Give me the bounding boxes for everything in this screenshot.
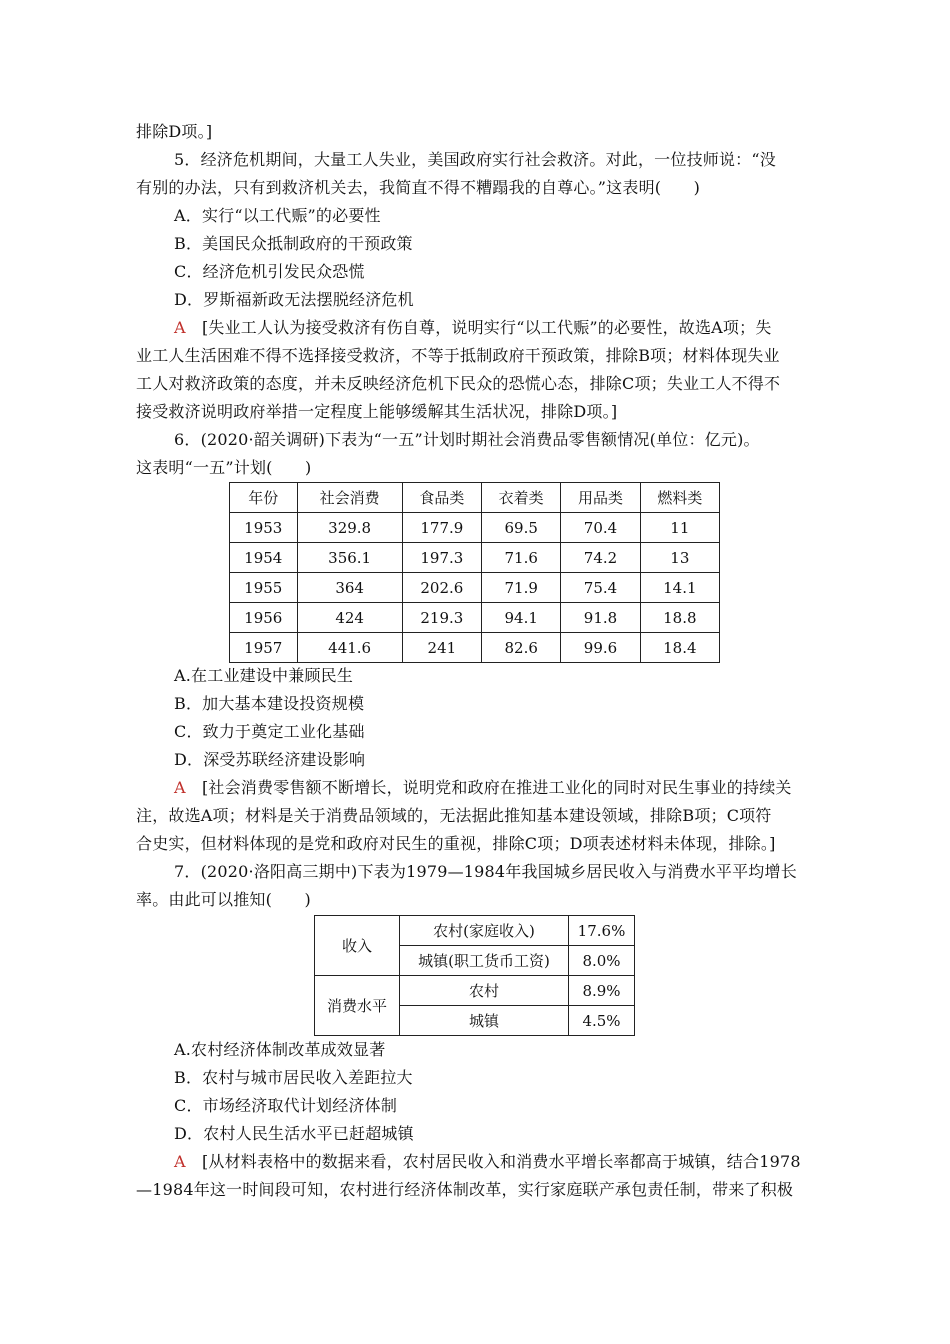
table-group-label: 消费水平 (315, 976, 400, 1036)
table-cell: 11 (640, 513, 719, 543)
explanation-line: —1984年这一时间段可知，农村进行经济体制改革，实行家庭联产承包责任制，带来了积极 (136, 1180, 794, 1199)
table-header-row (230, 483, 720, 513)
table-cell: 177.9 (402, 513, 481, 543)
question-6-stem: 6．(2020·韶关调研)下表为“一五”计划时期社会消费品零售额情况(单位：亿元)。 (174, 430, 760, 449)
question-7-stem: 7．(2020·洛阳高三期中)下表为1979—1984年我国城乡居民收入与消费水平平均增长 (174, 862, 797, 881)
option-b: B．美国民众抵制政府的干预政策 (174, 234, 413, 253)
option-a: A．实行“以工代赈”的必要性 (174, 206, 381, 225)
table-cell: 城镇(职工货币工资) (400, 946, 569, 976)
table-cell: 1956 (230, 603, 298, 633)
table-cell: 13 (640, 543, 719, 573)
table-cell: 1953 (230, 513, 298, 543)
table-cell: 91.8 (561, 603, 640, 633)
table-cell: 94.1 (482, 603, 561, 633)
table-row (230, 573, 720, 603)
option-d: D．农村人民生活水平已赶超城镇 (174, 1124, 414, 1143)
table-cell: 356.1 (297, 543, 402, 573)
explanation-line: 注，故选A项；材料是关于消费品领域的，无法据此推知基本建设领域，排除B项；C项符 (136, 806, 772, 825)
table-cell: 69.5 (482, 513, 561, 543)
table-header: 食品类 (402, 483, 481, 513)
table-row (230, 513, 720, 543)
option-d: D．深受苏联经济建设影响 (174, 750, 366, 769)
table-cell: 8.0% (569, 946, 635, 976)
table-cell: 99.6 (561, 633, 640, 663)
table-header: 燃料类 (640, 483, 719, 513)
explanation-line: 合史实，但材料体现的是党和政府对民生的重视，排除C项；D项表述材料未体现，排除。] (136, 834, 776, 853)
table-row (230, 603, 720, 633)
table-cell: 8.9% (569, 976, 635, 1006)
table-header: 年份 (230, 483, 298, 513)
option-a: A.在工业建设中兼顾民生 (174, 666, 354, 685)
question-6-stem-cont: 这表明“一五”计划( ) (136, 458, 312, 477)
table-row (230, 633, 720, 663)
table-cell: 18.8 (640, 603, 719, 633)
table-cell: 1955 (230, 573, 298, 603)
answer-letter: A (174, 1152, 186, 1171)
option-a: A.农村经济体制改革成效显著 (174, 1040, 386, 1059)
explanation-line: 接受救济说明政府举措一定程度上能够缓解其生活状况，排除D项。] (136, 402, 618, 421)
table-cell: 71.6 (482, 543, 561, 573)
explanation-line: 业工人生活困难不得不选择接受救济，不等于抵制政府干预政策，排除B项；材料体现失业 (136, 346, 780, 365)
table-cell: 农村(家庭收入) (400, 916, 569, 946)
table-header: 衣着类 (482, 483, 561, 513)
table-cell: 424 (297, 603, 402, 633)
table-cell: 17.6% (569, 916, 635, 946)
table-cell: 14.1 (640, 573, 719, 603)
option-b: B．加大基本建设投资规模 (174, 694, 365, 713)
option-d: D．罗斯福新政无法摆脱经济危机 (174, 290, 414, 309)
table-cell: 241 (402, 633, 481, 663)
option-c: C．市场经济取代计划经济体制 (174, 1096, 398, 1115)
table-cell: 364 (297, 573, 402, 603)
table-header: 用品类 (561, 483, 640, 513)
table-cell: 219.3 (402, 603, 481, 633)
answer-explanation: A [社会消费零售额不断增长，说明党和政府在推进工业化的同时对民生事业的持续关 (174, 778, 792, 797)
answer-explanation: A [从材料表格中的数据来看，农村居民收入和消费水平增长率都高于城镇，结合1978 (174, 1152, 801, 1171)
question-5-stem-cont: 有别的办法，只有到救济机关去，我简直不得不糟蹋我的自尊心。”这表明( ) (136, 178, 701, 197)
growth-rate-table (314, 915, 635, 1036)
table-cell: 1957 (230, 633, 298, 663)
table-row (315, 976, 635, 1006)
table-cell: 75.4 (561, 573, 640, 603)
answer-letter: A (174, 318, 186, 337)
table-cell: 4.5% (569, 1006, 635, 1036)
table-cell: 197.3 (402, 543, 481, 573)
answer-explanation: A [失业工人认为接受救济有伤自尊，说明实行“以工代赈”的必要性，故选A项；失 (174, 318, 772, 337)
table-row (230, 543, 720, 573)
option-c: C．经济危机引发民众恐慌 (174, 262, 365, 281)
explanation-line: 工人对救济政策的态度，并未反映经济危机下民众的恐慌心态，排除C项；失业工人不得不 (136, 374, 781, 393)
table-group-label: 收入 (315, 916, 400, 976)
table-cell: 441.6 (297, 633, 402, 663)
table-cell: 82.6 (482, 633, 561, 663)
text-line: 排除D项。] (136, 122, 213, 141)
table-cell: 城镇 (400, 1006, 569, 1036)
table-cell: 329.8 (297, 513, 402, 543)
table-cell: 18.4 (640, 633, 719, 663)
table-cell: 1954 (230, 543, 298, 573)
retail-sales-table (229, 482, 720, 663)
table-row (315, 916, 635, 946)
question-5-stem: 5．经济危机期间，大量工人失业，美国政府实行社会救济。对此，一位技师说：“没 (174, 150, 776, 169)
table-cell: 74.2 (561, 543, 640, 573)
option-c: C．致力于奠定工业化基础 (174, 722, 365, 741)
question-7-stem-cont: 率。由此可以推知( ) (136, 890, 311, 909)
answer-letter: A (174, 778, 186, 797)
table-header: 社会消费 (297, 483, 402, 513)
table-cell: 71.9 (482, 573, 561, 603)
option-b: B．农村与城市居民收入差距拉大 (174, 1068, 413, 1087)
table-cell: 农村 (400, 976, 569, 1006)
table-cell: 202.6 (402, 573, 481, 603)
table-cell: 70.4 (561, 513, 640, 543)
